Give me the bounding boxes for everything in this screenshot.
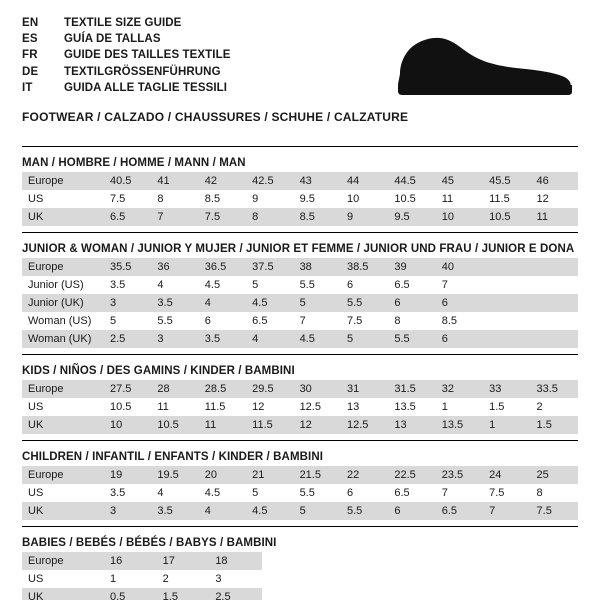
table-row [22, 330, 578, 348]
size-cell: 3 [209, 570, 262, 588]
dress-shoe-icon [390, 22, 580, 102]
size-cell: 33 [483, 380, 530, 398]
size-cell: 12.5 [341, 416, 388, 434]
size-cell: 7 [436, 276, 483, 294]
size-cell: 7 [151, 208, 198, 226]
row-label: Woman (UK) [22, 330, 104, 348]
size-cell: 10 [104, 416, 151, 434]
size-cell: 39 [388, 258, 435, 276]
size-cell: 44.5 [388, 172, 435, 190]
size-cell: 33.5 [531, 380, 578, 398]
size-cell: 5 [104, 312, 151, 330]
size-cell: 4.5 [199, 276, 246, 294]
language-row [22, 81, 231, 97]
size-cell: 2 [531, 398, 578, 416]
language-code: FR [22, 49, 38, 62]
size-cell: 7.5 [483, 484, 530, 502]
size-cell: 10.5 [151, 416, 198, 434]
language-code: IT [22, 81, 33, 94]
size-cell: 7.5 [199, 208, 246, 226]
size-group [0, 354, 600, 434]
size-cell: 5.5 [151, 312, 198, 330]
table-row [22, 416, 578, 434]
language-row [22, 16, 231, 32]
size-cell [483, 312, 530, 330]
language-row [22, 48, 231, 64]
size-cell: 4 [199, 502, 246, 520]
size-cell: 3.5 [151, 294, 198, 312]
size-cell: 10.5 [388, 190, 435, 208]
size-cell: 46 [531, 172, 578, 190]
size-cell: 40.5 [104, 172, 151, 190]
size-cell: 12 [294, 416, 341, 434]
size-cell: 10 [341, 190, 388, 208]
size-cell: 7 [294, 312, 341, 330]
size-cell: 13.5 [436, 416, 483, 434]
size-cell: 10.5 [104, 398, 151, 416]
size-cell: 36.5 [199, 258, 246, 276]
size-cell: 5 [294, 502, 341, 520]
size-cell: 18 [209, 552, 262, 570]
size-cell: 5 [246, 484, 293, 502]
language-title-table [22, 16, 231, 97]
size-cell [531, 276, 578, 294]
size-cell: 12.5 [294, 398, 341, 416]
size-cell: 36 [151, 258, 198, 276]
row-label: UK [22, 588, 104, 600]
size-group [0, 440, 600, 520]
group-title: CHILDREN / INFANTIL / ENFANTS / KINDER / BAMBINI [22, 451, 324, 463]
size-cell [483, 258, 530, 276]
size-cell: 8.5 [294, 208, 341, 226]
row-label: US [22, 570, 104, 588]
size-cell: 45 [436, 172, 483, 190]
size-group [0, 526, 600, 600]
language-rows [22, 16, 231, 97]
size-table [22, 380, 578, 434]
size-cell: 7.5 [104, 190, 151, 208]
size-cell: 44 [341, 172, 388, 190]
size-cell: 7 [436, 484, 483, 502]
size-cell: 42.5 [246, 172, 293, 190]
language-row [22, 65, 231, 81]
size-cell: 7.5 [341, 312, 388, 330]
size-cell: 23.5 [436, 466, 483, 484]
size-cell: 5.5 [341, 502, 388, 520]
language-title: GUIDE DES TAILLES TEXTILE [64, 49, 231, 62]
language-code: ES [22, 33, 38, 46]
page-title: FOOTWEAR / CALZADO / CHAUSSURES / SCHUHE / CALZATURE [22, 110, 409, 124]
row-label: UK [22, 208, 104, 226]
size-cell: 11 [436, 190, 483, 208]
size-cell: 8.5 [199, 190, 246, 208]
language-title: TEXTILE SIZE GUIDE [64, 17, 182, 29]
size-cell: 5.5 [294, 484, 341, 502]
size-cell: 4 [246, 330, 293, 348]
size-cell: 9.5 [294, 190, 341, 208]
size-cell: 6 [436, 330, 483, 348]
size-cell [531, 330, 578, 348]
size-cell: 6.5 [388, 484, 435, 502]
size-cell: 24 [483, 466, 530, 484]
size-table [22, 466, 578, 520]
row-label: Europe [22, 466, 104, 484]
size-cell: 25 [531, 466, 578, 484]
size-cell: 4.5 [294, 330, 341, 348]
size-cell: 10 [436, 208, 483, 226]
size-cell: 8 [388, 312, 435, 330]
size-table [22, 172, 578, 226]
size-cell: 27.5 [104, 380, 151, 398]
row-label: Europe [22, 380, 104, 398]
table-row [22, 552, 262, 570]
size-cell: 28.5 [199, 380, 246, 398]
size-cell: 3 [104, 294, 151, 312]
size-cell: 8.5 [436, 312, 483, 330]
size-cell: 3.5 [199, 330, 246, 348]
table-row [22, 208, 578, 226]
size-cell: 3 [104, 502, 151, 520]
size-cell: 30 [294, 380, 341, 398]
table-row [22, 190, 578, 208]
size-cell: 19 [104, 466, 151, 484]
size-cell: 41 [151, 172, 198, 190]
row-label: Europe [22, 552, 104, 570]
row-label: US [22, 398, 104, 416]
size-cell: 42 [199, 172, 246, 190]
size-cell: 2.5 [209, 588, 262, 600]
size-cell: 0.5 [104, 588, 157, 600]
size-cell [531, 258, 578, 276]
size-cell: 37.5 [246, 258, 293, 276]
size-cell: 6.5 [436, 502, 483, 520]
size-cell: 6 [388, 502, 435, 520]
size-cell: 6.5 [388, 276, 435, 294]
group-title: BABIES / BEBÉS / BÉBÉS / BABYS / BAMBINI [22, 537, 277, 549]
size-cell: 31.5 [388, 380, 435, 398]
page-header [0, 0, 600, 140]
size-cell: 43 [294, 172, 341, 190]
size-cell [531, 312, 578, 330]
size-cell: 17 [157, 552, 210, 570]
size-cell: 13 [388, 416, 435, 434]
size-cell: 5.5 [294, 276, 341, 294]
table-row [22, 312, 578, 330]
table-row [22, 380, 578, 398]
size-cell: 45.5 [483, 172, 530, 190]
size-cell: 38.5 [341, 258, 388, 276]
size-cell: 4.5 [199, 484, 246, 502]
size-cell: 6.5 [246, 312, 293, 330]
size-cell: 7.5 [531, 502, 578, 520]
size-cell: 4.5 [246, 294, 293, 312]
size-group [0, 232, 600, 348]
size-tables [0, 146, 600, 600]
table-row [22, 570, 262, 588]
row-label: Europe [22, 172, 104, 190]
size-group [0, 146, 600, 226]
table-row [22, 276, 578, 294]
group-title: KIDS / NIÑOS / DES GAMINS / KINDER / BAMBINI [22, 365, 295, 377]
language-code: EN [22, 17, 39, 29]
size-cell: 29.5 [246, 380, 293, 398]
size-cell: 11 [531, 208, 578, 226]
size-cell: 32 [436, 380, 483, 398]
row-label: Woman (US) [22, 312, 104, 330]
size-cell: 28 [151, 380, 198, 398]
size-cell: 4 [151, 484, 198, 502]
size-cell: 12 [246, 398, 293, 416]
size-cell: 1.5 [157, 588, 210, 600]
size-cell: 1 [104, 570, 157, 588]
language-title: GUÍA DE TALLAS [64, 33, 161, 46]
size-cell: 16 [104, 552, 157, 570]
language-code: DE [22, 65, 39, 78]
size-cell: 1.5 [531, 416, 578, 434]
language-title: GUIDA ALLE TAGLIE TESSILI [64, 81, 228, 94]
size-cell: 5 [246, 276, 293, 294]
group-title: MAN / HOMBRE / HOMME / MANN / MAN [22, 157, 246, 169]
size-cell: 11 [151, 398, 198, 416]
size-cell: 11.5 [483, 190, 530, 208]
group-title: JUNIOR & WOMAN / JUNIOR Y MUJER / JUNIOR ET FEMME / JUNIOR UND FRAU / JUNIOR E DONA [22, 243, 575, 255]
size-cell: 8 [531, 484, 578, 502]
size-cell: 6 [341, 484, 388, 502]
size-cell: 35.5 [104, 258, 151, 276]
size-cell: 5.5 [388, 330, 435, 348]
size-cell: 2 [157, 570, 210, 588]
size-cell: 6 [436, 294, 483, 312]
size-cell [483, 276, 530, 294]
size-cell: 6 [341, 276, 388, 294]
size-cell: 22 [341, 466, 388, 484]
size-cell: 40 [436, 258, 483, 276]
size-cell: 3.5 [104, 484, 151, 502]
table-row [22, 502, 578, 520]
size-cell: 8 [246, 208, 293, 226]
table-row [22, 466, 578, 484]
size-cell: 4.5 [246, 502, 293, 520]
size-cell: 2.5 [104, 330, 151, 348]
size-cell: 5 [341, 330, 388, 348]
size-cell: 20 [199, 466, 246, 484]
size-cell: 9 [246, 190, 293, 208]
size-cell: 6 [199, 312, 246, 330]
size-cell: 1 [436, 398, 483, 416]
size-cell: 19.5 [151, 466, 198, 484]
row-label: US [22, 484, 104, 502]
table-row [22, 484, 578, 502]
size-cell: 21.5 [294, 466, 341, 484]
size-cell: 7 [483, 502, 530, 520]
size-cell: 1.5 [483, 398, 530, 416]
size-cell: 13.5 [388, 398, 435, 416]
size-cell: 6.5 [104, 208, 151, 226]
row-label: UK [22, 416, 104, 434]
size-cell: 5.5 [341, 294, 388, 312]
size-cell [483, 294, 530, 312]
row-label: Junior (US) [22, 276, 104, 294]
size-cell: 22.5 [388, 466, 435, 484]
size-cell: 10.5 [483, 208, 530, 226]
size-cell: 3.5 [151, 502, 198, 520]
table-row [22, 294, 578, 312]
size-table [22, 552, 262, 600]
size-cell: 9.5 [388, 208, 435, 226]
size-cell: 1 [483, 416, 530, 434]
row-label: Junior (UK) [22, 294, 104, 312]
table-row [22, 398, 578, 416]
size-cell [483, 330, 530, 348]
size-cell: 38 [294, 258, 341, 276]
size-cell: 21 [246, 466, 293, 484]
size-cell: 8 [151, 190, 198, 208]
language-row [22, 32, 231, 48]
size-cell: 31 [341, 380, 388, 398]
size-cell: 3 [151, 330, 198, 348]
row-label: US [22, 190, 104, 208]
size-cell: 6 [388, 294, 435, 312]
size-cell: 11.5 [199, 398, 246, 416]
size-cell: 5 [294, 294, 341, 312]
size-cell: 4 [151, 276, 198, 294]
row-label: UK [22, 502, 104, 520]
size-cell: 13 [341, 398, 388, 416]
row-label: Europe [22, 258, 104, 276]
size-cell: 4 [199, 294, 246, 312]
size-table [22, 258, 578, 348]
size-cell: 3.5 [104, 276, 151, 294]
size-cell: 9 [341, 208, 388, 226]
table-row [22, 258, 578, 276]
table-row [22, 588, 262, 600]
size-cell [531, 294, 578, 312]
table-row [22, 172, 578, 190]
size-cell: 11.5 [246, 416, 293, 434]
size-cell: 11 [199, 416, 246, 434]
language-title: TEXTILGRÖSSENFÜHRUNG [64, 65, 221, 78]
size-cell: 12 [531, 190, 578, 208]
